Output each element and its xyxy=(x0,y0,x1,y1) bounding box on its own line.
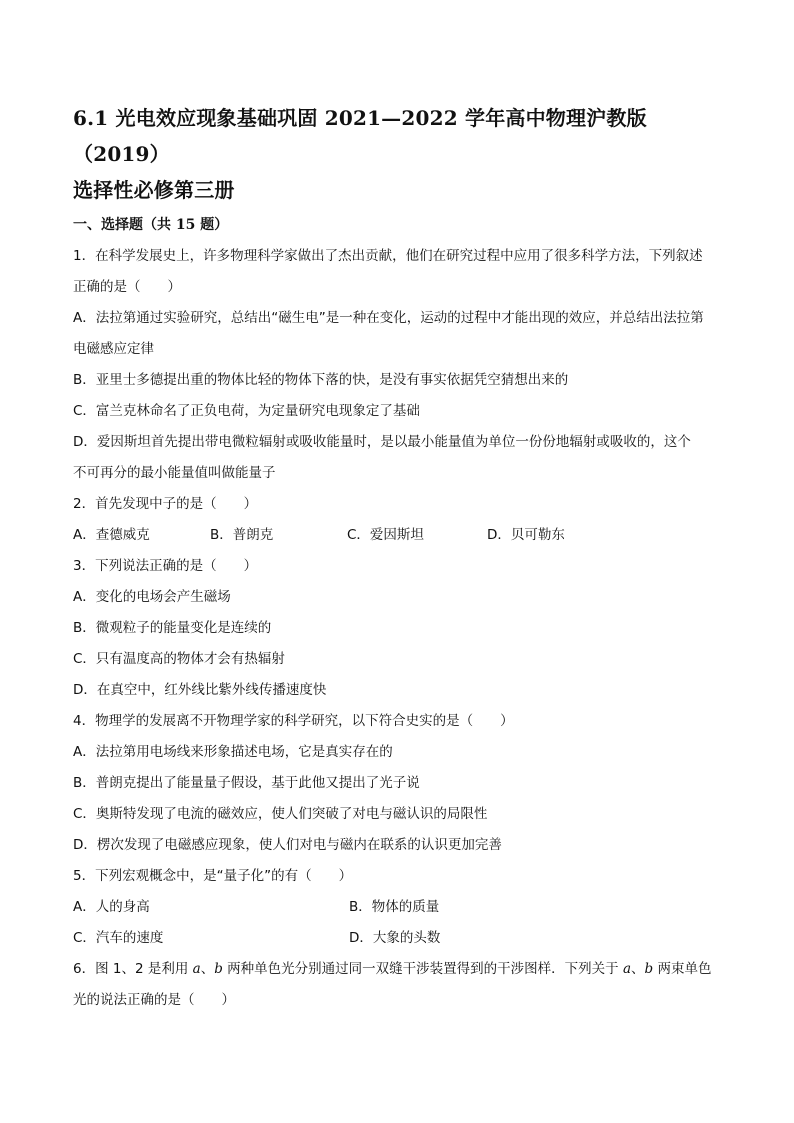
option-c: C．奥斯特发现了电流的磁效应，使人们突破了对电与磁认识的局限性 xyxy=(73,806,488,822)
option-b: B．普朗克 xyxy=(210,527,274,543)
stem-text: 、 xyxy=(200,961,215,977)
question-stem-line xyxy=(73,954,723,985)
document-title-line-2: 选择性必修第三册 xyxy=(73,178,235,202)
document-page xyxy=(73,100,723,1016)
option-c: C．爱因斯坦 xyxy=(347,527,424,543)
stem-text: 、 xyxy=(631,961,645,977)
options-row xyxy=(73,923,723,954)
option-d: D．贝可勒东 xyxy=(487,527,565,543)
options-row xyxy=(73,892,723,923)
stem-text: 两种单色光分别通过同一双缝干涉装置得到的干涉图样．下列关于 xyxy=(222,961,623,977)
section-heading: 一、选择题（共 15 题） xyxy=(73,217,229,233)
variable-b: b xyxy=(214,961,223,977)
question-stem-line: 光的说法正确的是（ ） xyxy=(73,992,235,1008)
option-a: A．人的身高 xyxy=(73,899,150,915)
question-stem: 2．首先发现中子的是（ ） xyxy=(73,496,258,512)
variable-a: a xyxy=(192,961,201,977)
option-c: C．富兰克林命名了正负电荷，为定量研究电现象定了基础 xyxy=(73,403,420,419)
question-stem: 5．下列宏观概念中，是“量子化”的有（ ） xyxy=(73,868,353,884)
question-2 xyxy=(73,489,723,551)
option-d: D．在真空中，红外线比紫外线传播速度快 xyxy=(73,682,327,698)
question-3 xyxy=(73,551,723,706)
option-b: B．亚里士多德提出重的物体比轻的物体下落的快，是没有事实依据凭空猜想出来的 xyxy=(73,372,569,388)
variable-a: a xyxy=(622,961,632,977)
question-stem: 4．物理学的发展离不开物理学家的科学研究，以下符合史实的是（ ） xyxy=(73,713,514,729)
option-b: B．物体的质量 xyxy=(349,899,440,915)
option-a: A．法拉第用电场线来形象描述电场，它是真实存在的 xyxy=(73,744,393,760)
options-row xyxy=(73,520,723,551)
option-a: A．变化的电场会产生磁场 xyxy=(73,589,231,605)
variable-b: b xyxy=(644,961,654,977)
stem-text: 两束单色 xyxy=(653,961,712,977)
option-b: B．微观粒子的能量变化是连续的 xyxy=(73,620,272,636)
option-c: C．只有温度高的物体才会有热辐射 xyxy=(73,651,285,667)
question-1 xyxy=(73,241,723,489)
question-stem-line: 1．在科学发展史上，许多物理科学家做出了杰出贡献，他们在研究过程中应用了很多科学方法，下列叙述 xyxy=(73,248,703,264)
question-stem-line: 正确的是（ ） xyxy=(73,279,181,295)
question-5 xyxy=(73,861,723,954)
option-b: B．普朗克提出了能量量子假设，基于此他又提出了光子说 xyxy=(73,775,420,791)
option-d-line: D．爱因斯坦首先提出带电微粒辐射或吸收能量时，是以最小能量值为单位一份份地辐射或吸收的，这个 xyxy=(73,434,691,450)
document-title-line-1: 6.1 光电效应现象基础巩固 2021—2022 学年高中物理沪教版（2019） xyxy=(73,106,647,166)
option-a: A．查德威克 xyxy=(73,527,150,543)
option-d-line: 不可再分的最小能量值叫做能量子 xyxy=(73,465,276,481)
stem-text: 6．图 1、2 是利用 xyxy=(73,961,193,977)
option-d: D．楞次发现了电磁感应现象，使人们对电与磁内在联系的认识更加完善 xyxy=(73,837,502,853)
option-d: D．大象的头数 xyxy=(349,930,441,946)
question-6 xyxy=(73,954,723,1016)
option-c: C．汽车的速度 xyxy=(73,930,164,946)
question-4 xyxy=(73,706,723,861)
question-stem: 3．下列说法正确的是（ ） xyxy=(73,558,258,574)
option-a-line: A．法拉第通过实验研究，总结出“磁生电”是一种在变化，运动的过程中才能出现的效应，并总结出法拉第 xyxy=(73,310,704,326)
option-a-line: 电磁感应定律 xyxy=(73,341,154,357)
